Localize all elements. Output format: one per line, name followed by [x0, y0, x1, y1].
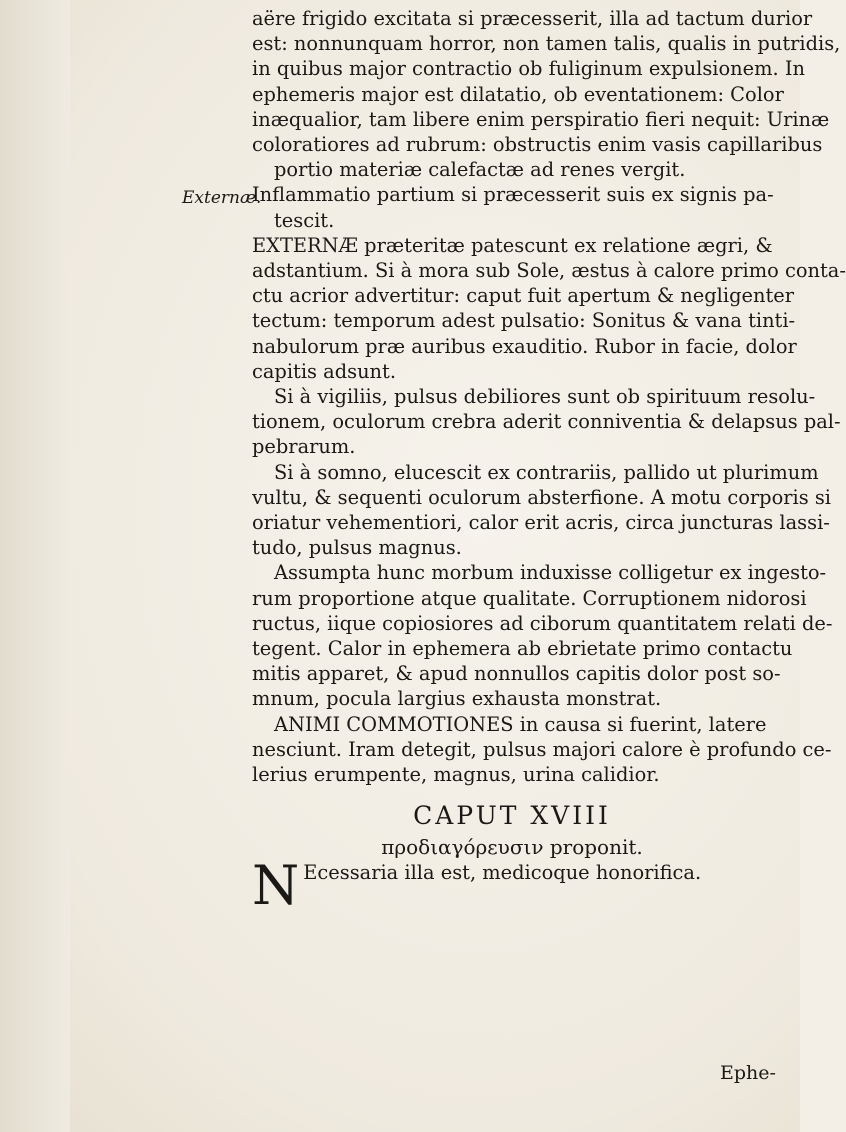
text-line: mitis apparet, & apud nonnullos capitis dolor post so-: [252, 662, 781, 686]
text-line: oriatur vehementiori, calor erit acris, circa juncturas lassi-: [252, 511, 830, 535]
page-gutter: [0, 0, 70, 1132]
text-line: ctu acrior advertitur: caput fuit apertum & negligenter: [252, 284, 794, 308]
text-line: tionem, oculorum crebra aderit conniventia & delapsus pal-: [252, 410, 841, 434]
text-line: coloratiores ad rubrum: obstructis enim vasis capillaribus: [252, 133, 823, 157]
text-line: pebrarum.: [252, 435, 356, 459]
text-line: inæqualior, tam libere enim perspiratio fieri nequit: Urinæ: [252, 107, 830, 131]
body-text: [252, 6, 846, 917]
text-line: ructus, iique copiosiores ad ciborum quantitatem relati de-: [252, 611, 833, 635]
text-line: adstantium. Si à mora sub Sole, æstus à calore primo conta-: [252, 259, 846, 283]
text-line: tudo, pulsus magnus.: [252, 536, 462, 560]
text-line: Si à vigiliis, pulsus debiliores sunt ob spirituum resolu-: [274, 385, 816, 409]
text-line: mnum, pocula largius exhausta monstrat.: [252, 687, 662, 711]
text-line: tescit.: [274, 208, 335, 232]
text-line: [252, 853, 772, 917]
marginal-note: Externæ.: [182, 188, 262, 208]
text-line: Inflammatio partium si præcesserit suis ex signis pa-: [252, 183, 774, 207]
text-line: EXTERNÆ præteritæ patescunt ex relatione ægri, &: [252, 233, 773, 257]
text-line: Assumpta hunc morbum induxisse colligetur ex ingesto-: [274, 561, 827, 585]
text-line: nesciunt. Iram detegit, pulsus majori calore è profundo ce-: [252, 737, 832, 761]
chapter-first-line: Ecessaria illa est, medicoque honorifica.: [303, 860, 702, 884]
chapter-heading: CAPUT XVIII: [413, 801, 611, 831]
text-line: lerius erumpente, magnus, urina calidior.: [252, 763, 660, 787]
text-line: nabulorum præ auribus exauditio. Rubor in facie, dolor: [252, 334, 797, 358]
drop-cap: N: [252, 853, 300, 917]
text-line: est: nonnunquam horror, non tamen talis, qualis in putridis,: [252, 32, 841, 56]
text-line: ephemeris major est dilatatio, ob eventationem: Color: [252, 82, 784, 106]
text-line: vultu, & sequenti oculorum absterfione. A motu corporis si: [252, 485, 831, 509]
text-line: aëre frigido excitata si præcesserit, illa ad tactum durior: [252, 7, 813, 30]
text-line: rum proportione atque qualitate. Corruptionem nidorosi: [252, 586, 807, 610]
text-line: tectum: temporum adest pulsatio: Sonitus & vana tinti-: [252, 309, 796, 333]
text-line: portio materiæ calefactæ ad renes vergit.: [274, 158, 686, 182]
text-line: ANIMI COMMOTIONES in causa si fuerint, latere: [274, 712, 767, 736]
catchword: Ephe-: [720, 1062, 776, 1084]
text-line: Si à somno, elucescit ex contrariis, pallido ut plurimum: [274, 460, 819, 484]
chapter-subtitle: προδιαγόρευσιν proponit.: [381, 834, 643, 859]
text-line: in quibus major contractio ob fuliginum expulsionem. In: [252, 57, 806, 81]
text-line: capitis adsunt.: [252, 359, 397, 383]
text-line: tegent. Calor in ephemera ab ebrietate primo contactu: [252, 637, 793, 661]
